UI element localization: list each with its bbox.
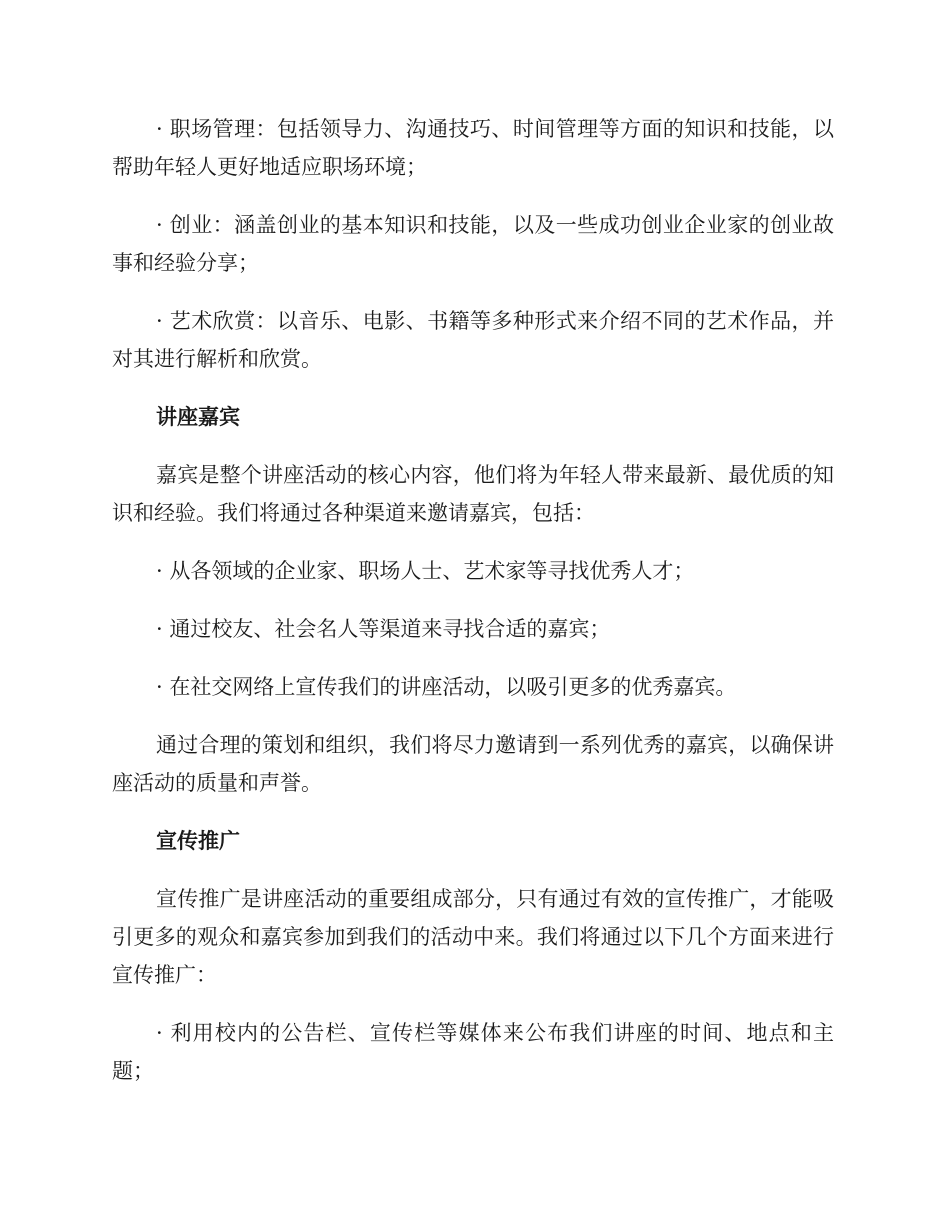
guests-summary-paragraph: 通过合理的策划和组织，我们将尽力邀请到一系列优秀的嘉宾，以确保讲座活动的质量和声誉。 xyxy=(112,733,834,795)
bullet-workplace-management: · 职场管理：包括领导力、沟通技巧、时间管理等方面的知识和技能，以帮助年轻人更好地适应职场环境； xyxy=(112,117,834,179)
document-body xyxy=(112,110,834,1110)
bullet-guest-source-social-network: · 在社交网络上宣传我们的讲座活动，以吸引更多的优秀嘉宾。 xyxy=(156,675,737,699)
promotion-intro-paragraph: 宣传推广是讲座活动的重要组成部分，只有通过有效的宣传推广，才能吸引更多的观众和嘉宾参加到我们的活动中来。我们将通过以下几个方面来进行宣传推广： xyxy=(112,887,834,987)
bullet-guest-source-alumni: · 通过校友、社会名人等渠道来寻找合适的嘉宾； xyxy=(156,617,611,641)
section-heading-promotion: 宣传推广 xyxy=(156,828,240,853)
bullet-art-appreciation: · 艺术欣赏：以音乐、电影、书籍等多种形式来介绍不同的艺术作品，并对其进行解析和欣赏。 xyxy=(112,309,834,371)
section-heading-guests: 讲座嘉宾 xyxy=(156,404,240,429)
guests-intro-paragraph: 嘉宾是整个讲座活动的核心内容，他们将为年轻人带来最新、最优质的知识和经验。我们将通过各种渠道来邀请嘉宾，包括： xyxy=(112,463,834,525)
bullet-promotion-bulletin-boards: · 利用校内的公告栏、宣传栏等媒体来公布我们讲座的时间、地点和主题； xyxy=(112,1021,834,1083)
bullet-entrepreneurship: · 创业：涵盖创业的基本知识和技能，以及一些成功创业企业家的创业故事和经验分享； xyxy=(112,213,834,275)
bullet-guest-source-professionals: · 从各领域的企业家、职场人士、艺术家等寻找优秀人才； xyxy=(156,559,695,583)
